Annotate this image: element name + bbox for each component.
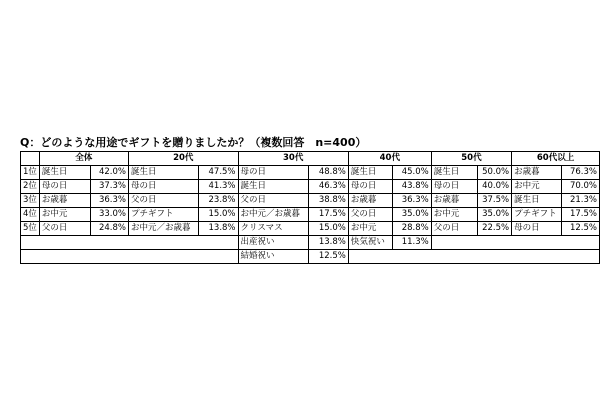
item-cell: 誕生日 — [512, 194, 561, 208]
item-cell: お歳暮 — [431, 194, 477, 208]
pct-cell: 50.0% — [477, 166, 511, 180]
pct-cell: 21.3% — [561, 194, 599, 208]
item-cell: 結婚祝い — [238, 250, 308, 264]
item-cell: 誕生日 — [128, 166, 198, 180]
pct-cell: 17.5% — [561, 208, 599, 222]
item-cell: プチギフト — [512, 208, 561, 222]
table-row — [21, 222, 600, 236]
pct-cell: 40.0% — [477, 180, 511, 194]
pct-cell: 48.8% — [308, 166, 348, 180]
pct-cell: 37.3% — [90, 180, 128, 194]
pct-cell: 13.8% — [308, 236, 348, 250]
pct-cell: 36.3% — [90, 194, 128, 208]
pct-cell: 15.0% — [308, 222, 348, 236]
pct-cell: 12.5% — [561, 222, 599, 236]
pct-cell: 22.5% — [477, 222, 511, 236]
item-cell: お歳暮 — [348, 194, 392, 208]
item-cell: 父の日 — [238, 194, 308, 208]
rank-cell: 4位 — [21, 208, 40, 222]
rank-cell: 1位 — [21, 166, 40, 180]
pct-cell: 17.5% — [308, 208, 348, 222]
pct-cell: 76.3% — [561, 166, 599, 180]
rank-cell: 3位 — [21, 194, 40, 208]
item-cell: 父の日 — [128, 194, 198, 208]
table-row — [21, 180, 600, 194]
gift-usage-table — [20, 151, 600, 264]
pct-cell: 70.0% — [561, 180, 599, 194]
pct-cell: 33.0% — [90, 208, 128, 222]
column-header: 30代 — [238, 152, 348, 166]
column-header: 全体 — [39, 152, 128, 166]
item-cell: 母の日 — [348, 180, 392, 194]
column-header: 50代 — [431, 152, 511, 166]
empty-space — [21, 236, 239, 250]
item-cell: 母の日 — [128, 180, 198, 194]
item-cell: 誕生日 — [348, 166, 392, 180]
item-cell: 母の日 — [431, 180, 477, 194]
rank-cell: 5位 — [21, 222, 40, 236]
item-cell: 母の日 — [238, 166, 308, 180]
pct-cell: 43.8% — [392, 180, 431, 194]
pct-cell: 45.0% — [392, 166, 431, 180]
item-cell: 誕生日 — [39, 166, 90, 180]
pct-cell: 23.8% — [199, 194, 238, 208]
rank-cell: 2位 — [21, 180, 40, 194]
pct-cell: 12.5% — [308, 250, 348, 264]
item-cell: お中元／お歳暮 — [238, 208, 308, 222]
pct-cell: 47.5% — [199, 166, 238, 180]
item-cell: 母の日 — [39, 180, 90, 194]
pct-cell: 15.0% — [199, 208, 238, 222]
pct-cell: 38.8% — [308, 194, 348, 208]
item-cell: お中元 — [348, 222, 392, 236]
pct-cell: 41.3% — [199, 180, 238, 194]
item-cell: 出産祝い — [238, 236, 308, 250]
extra-row — [21, 250, 600, 264]
pct-cell: 24.8% — [90, 222, 128, 236]
table-row — [21, 166, 600, 180]
item-cell: 父の日 — [348, 208, 392, 222]
item-cell: 父の日 — [431, 222, 477, 236]
item-cell: お中元 — [39, 208, 90, 222]
item-cell: お歳暮 — [39, 194, 90, 208]
pct-cell: 13.8% — [199, 222, 238, 236]
item-cell: プチギフト — [128, 208, 198, 222]
column-header: 60代以上 — [512, 152, 600, 166]
empty-space — [431, 236, 599, 250]
pct-cell: 11.3% — [392, 236, 431, 250]
extra-row — [21, 236, 600, 250]
item-cell: クリスマス — [238, 222, 308, 236]
item-cell: 父の日 — [39, 222, 90, 236]
item-cell: お中元／お歳暮 — [128, 222, 198, 236]
pct-cell: 46.3% — [308, 180, 348, 194]
item-cell: お中元 — [512, 180, 561, 194]
empty-space — [21, 250, 239, 264]
pct-cell: 36.3% — [392, 194, 431, 208]
header-row — [21, 152, 600, 166]
item-cell: 誕生日 — [431, 166, 477, 180]
table-row — [21, 208, 600, 222]
table-row — [21, 194, 600, 208]
pct-cell: 35.0% — [477, 208, 511, 222]
column-header: 40代 — [348, 152, 431, 166]
item-cell: 誕生日 — [238, 180, 308, 194]
empty-space — [348, 250, 599, 264]
survey-title: Q：どのような用途でギフトを贈りましたか？（複数回答 n=400） — [20, 136, 367, 149]
item-cell: お中元 — [431, 208, 477, 222]
rank-header-cell — [21, 152, 40, 166]
column-header: 20代 — [128, 152, 238, 166]
item-cell: 快気祝い — [348, 236, 392, 250]
pct-cell: 35.0% — [392, 208, 431, 222]
pct-cell: 37.5% — [477, 194, 511, 208]
item-cell: お歳暮 — [512, 166, 561, 180]
pct-cell: 28.8% — [392, 222, 431, 236]
item-cell: 母の日 — [512, 222, 561, 236]
pct-cell: 42.0% — [90, 166, 128, 180]
